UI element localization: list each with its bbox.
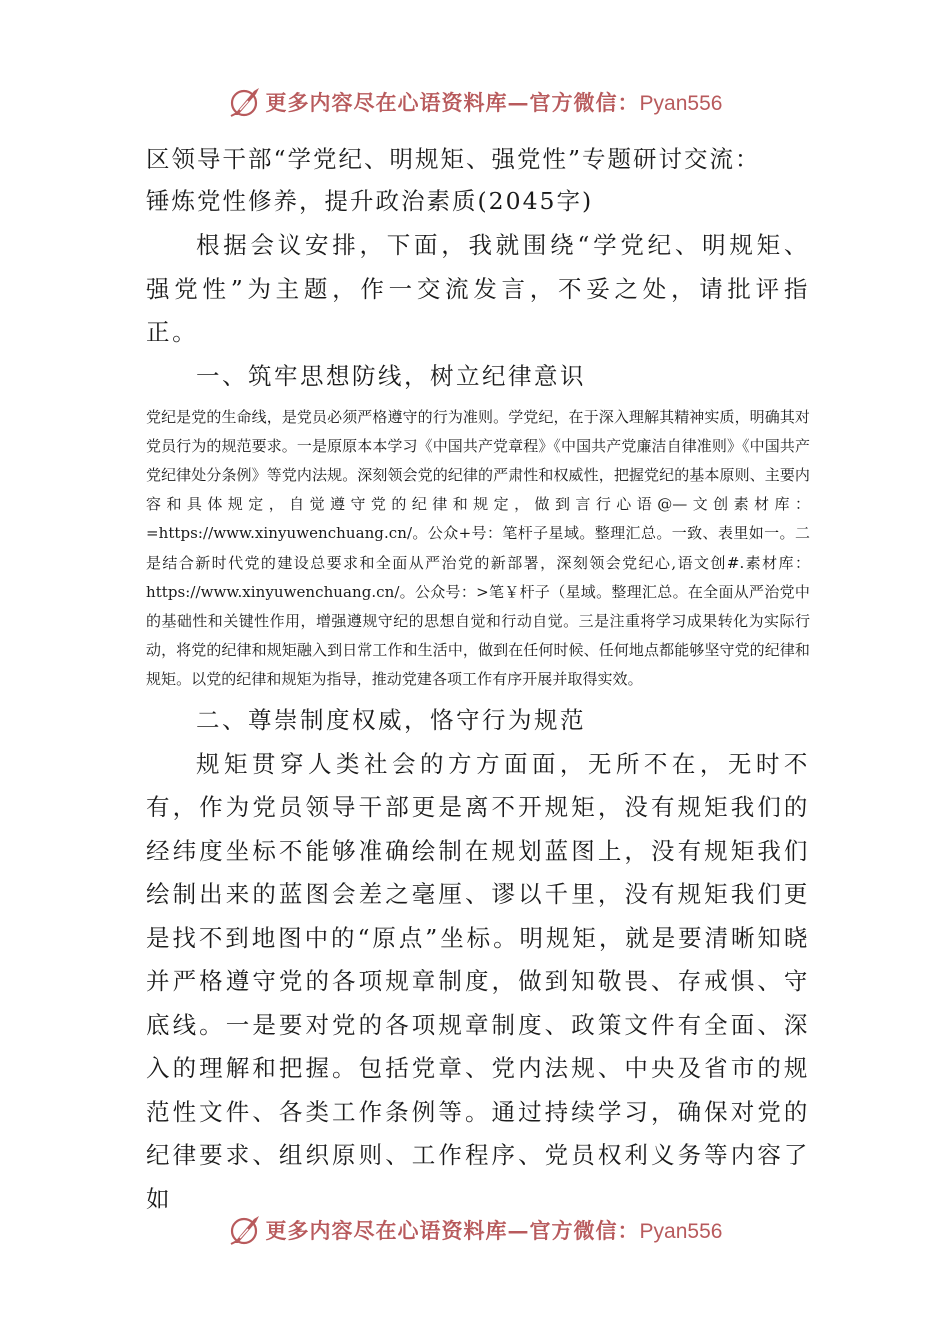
header-banner [0, 80, 950, 124]
quill-pen-icon [228, 1213, 262, 1247]
banner-text: 更多内容尽在心语资料库—官方微信：Pyan556 [265, 90, 723, 115]
quill-pen-icon [228, 85, 262, 119]
section-1-heading: 一、筑牢思想防线，树立纪律意识 [196, 361, 586, 390]
wechat-id: Pyan556 [639, 1220, 723, 1243]
doc-title-line-2: 锤炼党性修养，提升政治素质(2045字) [146, 187, 594, 215]
intro-paragraph: 根据会议安排，下面，我就围绕“学党纪、明规矩、强党性”为主题，作一交流发言，不妥之处，请批评指正。 [146, 231, 810, 346]
section-1-body: 党纪是党的生命线，是党员必须严格遵守的行为准则。学党纪，在于深入理解其精神实质，明确其对党员行为的规范要求。一是原原本本学习《中国共产党章程》《中国共产党廉洁自律准则》《中国共产党纪律处分条例》等党内法规。深刻领会党的纪律的严肃性和权威性，把握党纪的基本原则、主要内容和具体规定，自觉遵守党的纪律和规定，做到言行心语@—文创素材库：=https://www.xinyuwenchuang.cn/。公众+号：笔杆子星域。整理汇总。一致、表里如一。二是结合新时代党的建设总要求和全面从严治党的新部署，深刻领会党纪心,语文创#.素材库：https://www.xinyuwenchuang.cn/。公众号：>笔￥杆子（星域。整理汇总。在全面从严治党中的基础性和关键性作用，增强遵规守纪的思想自觉和行动自觉。三是注重将学习成果转化为实际行动，将党的纪律和规矩融入到日常工作和生活中，做到在任何时候、任何地点都能够坚守党的纪律和规矩。以党的纪律和规矩为指导，推动党建各项工作有序开展并取得实效。 [146, 407, 810, 689]
section-2-heading: 二、尊崇制度权威，恪守行为规范 [196, 705, 586, 734]
document-body [146, 138, 810, 1221]
doc-title-line-1: 区领导干部“学党纪、明规矩、强党性”专题研讨交流： [146, 145, 761, 173]
footer-banner [0, 1208, 950, 1252]
banner-text: 更多内容尽在心语资料库—官方微信：Pyan556 [265, 1218, 723, 1243]
wechat-id: Pyan556 [639, 92, 723, 115]
section-2-body: 规矩贯穿人类社会的方方面面，无所不在，无时不有，作为党员领导干部更是离不开规矩，没有规矩我们的经纬度坐标不能够准确绘制在规划蓝图上，没有规矩我们绘制出来的蓝图会差之毫厘、谬以千里，没有规矩我们更是找不到地图中的“原点”坐标。明规矩，就是要清晰知晓并严格遵守党的各项规章制度，做到知敬畏、存戒惧、守底线。一是要对党的各项规章制度、政策文件有全面、深入的理解和把握。包括党章、党内法规、中央及省市的规范性文件、各类工作条例等。通过持续学习，确保对党的纪律要求、组织原则、工作程序、党员权利义务等内容了如 [146, 749, 810, 1213]
